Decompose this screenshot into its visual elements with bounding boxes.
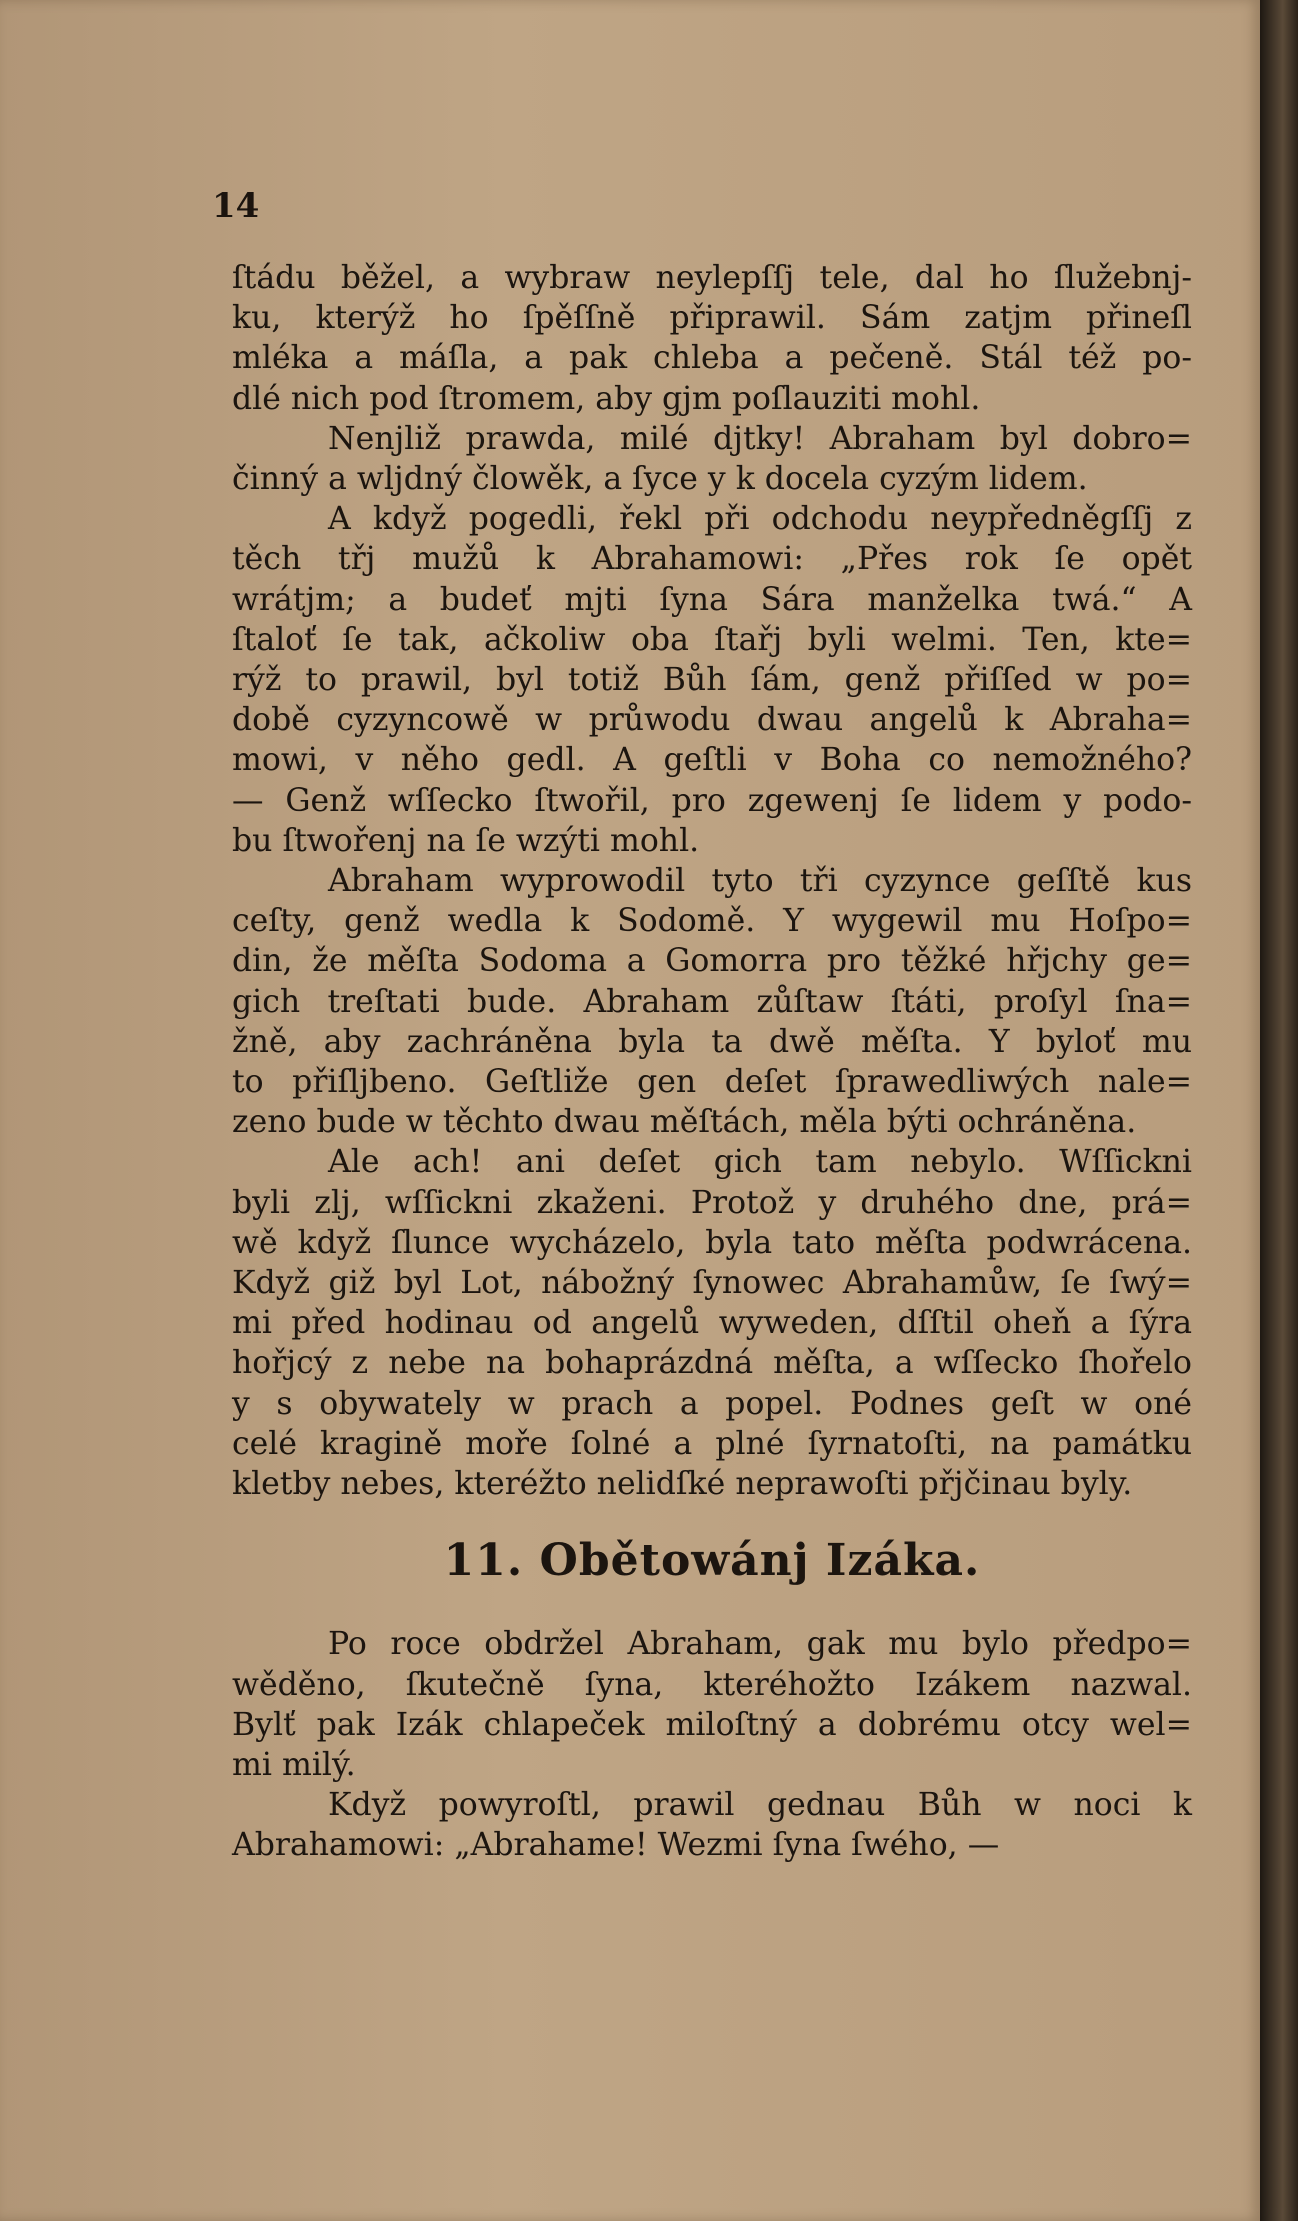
text-line: gich treſtati bude. Abraham zůſtaw ſtáti, proſyl ſna= [232, 983, 1192, 1020]
text-line: Když powyroſtl, prawil gednau Bůh w noci k [328, 1787, 1192, 1824]
page-number: 14 [212, 186, 260, 226]
text-line: hořjcý z nebe na bohaprázdná měſta, a wſſecko ſhořelo [232, 1345, 1192, 1382]
text-line: žně, aby zachráněna byla ta dwě měſta. Y byloť mu [232, 1023, 1192, 1060]
text-line: zeno bude w těchto dwau měſtách, měla býti ochráněna. [232, 1104, 1137, 1141]
section-heading: 11. Obětowánj Izáka. [443, 1535, 981, 1587]
text-line: mi milý. [232, 1746, 356, 1783]
text-line: Abrahamowi: „Abrahame! Wezmi ſyna ſwého, — [232, 1827, 1000, 1864]
paragraph [232, 499, 1192, 861]
paragraph [232, 419, 1192, 499]
paragraph [232, 861, 1192, 1142]
text-line: činný a wljdný člowěk, a ſyce y k docela cyzým lidem. [232, 461, 1088, 498]
text-line: wě když ſlunce wycházelo, byla tato měſta podwrácena. [232, 1224, 1192, 1261]
text-line: to přiſljbeno. Geſtliže gen deſet ſprawedliwých nale= [232, 1064, 1192, 1101]
text-line: těch třj mužů k Abrahamowi: „Přes rok ſe opět [232, 541, 1192, 578]
text-line: mi před hodinau od angelů wyweden, dſſtil oheň a ſýra [232, 1305, 1192, 1342]
text-line: bu ſtwořenj na ſe wzýti mohl. [232, 822, 700, 859]
text-line: ku, kterýž ho ſpěſſně připrawil. Sám zatjm přineſl [232, 300, 1192, 337]
text-line: Bylť pak Izák chlapeček miloſtný a dobrému otcy wel= [232, 1706, 1192, 1743]
text-line: A když pogedli, řekl při odchodu neypředněgſſj z [328, 501, 1192, 538]
text-line: dlé nich pod ſtromem, aby gjm poſlauziti mohl. [232, 380, 981, 417]
text-line: byli zlj, wſſickni zkaženi. Protož y druhého dne, prá= [232, 1184, 1192, 1221]
text-line: kletby nebes, kteréžto nelidſké neprawoſti přjčinau byly. [232, 1466, 1133, 1503]
text-line: Po roce obdržel Abraham, gak mu bylo předpo= [328, 1626, 1192, 1663]
paragraph [232, 1142, 1192, 1504]
text-line: Abraham wyprowodil tyto tři cyzynce geſſtě kus [328, 863, 1192, 900]
paragraph [232, 1785, 1192, 1865]
text-line: Když giž byl Lot, nábožný ſynowec Abrahamůw, ſe ſwý= [232, 1265, 1192, 1302]
text-line: din, že měſta Sodoma a Gomorra pro těžké hřjchy ge= [232, 943, 1192, 980]
text-line: ſtádu běžel, a wybraw neylepſſj tele, dal ho ſlužebnj- [232, 260, 1192, 296]
paragraph [232, 1624, 1192, 1785]
text-line: mléka a máſla, a pak chleba a pečeně. Stál též po- [232, 340, 1192, 377]
text-line: Ale ach! ani deſet gich tam nebylo. Wſſickni [328, 1144, 1192, 1181]
page-text [232, 258, 1192, 1866]
text-line: ſtaloť ſe tak, ačkoliw oba ſtařj byli welmi. Ten, kte= [232, 621, 1192, 658]
text-line: wrátjm; a budeť mjti ſyna Sára manželka twá.“ A [232, 581, 1192, 618]
text-line: Nenjliž prawda, milé djtky! Abraham byl dobro= [328, 420, 1192, 457]
text-line: celé kragině moře ſolné a plné ſyrnatoſti, na památku [232, 1425, 1192, 1462]
text-line: době cyzyncowě w průwodu dwau angelů k Abraha= [232, 702, 1192, 739]
page-edge [1260, 0, 1298, 2221]
text-line: y s obywately w prach a popel. Podnes geſt w oné [232, 1385, 1192, 1422]
text-line: — Genž wſſecko ſtwořil, pro zgewenj ſe lidem y podo- [232, 782, 1192, 819]
text-line: ceſty, genž wedla k Sodomě. Y wygewil mu Hoſpo= [232, 903, 1192, 940]
text-line: rýž to prawil, byl totiž Bůh ſám, genž přiſſed w po= [232, 662, 1192, 699]
text-line: wěděno, ſkutečně ſyna, kteréhožto Izákem nazwal. [232, 1666, 1192, 1703]
text-line: mowi, v něho gedl. A geſtli v Boha co nemožného? [232, 742, 1192, 779]
paragraph [232, 258, 1192, 419]
